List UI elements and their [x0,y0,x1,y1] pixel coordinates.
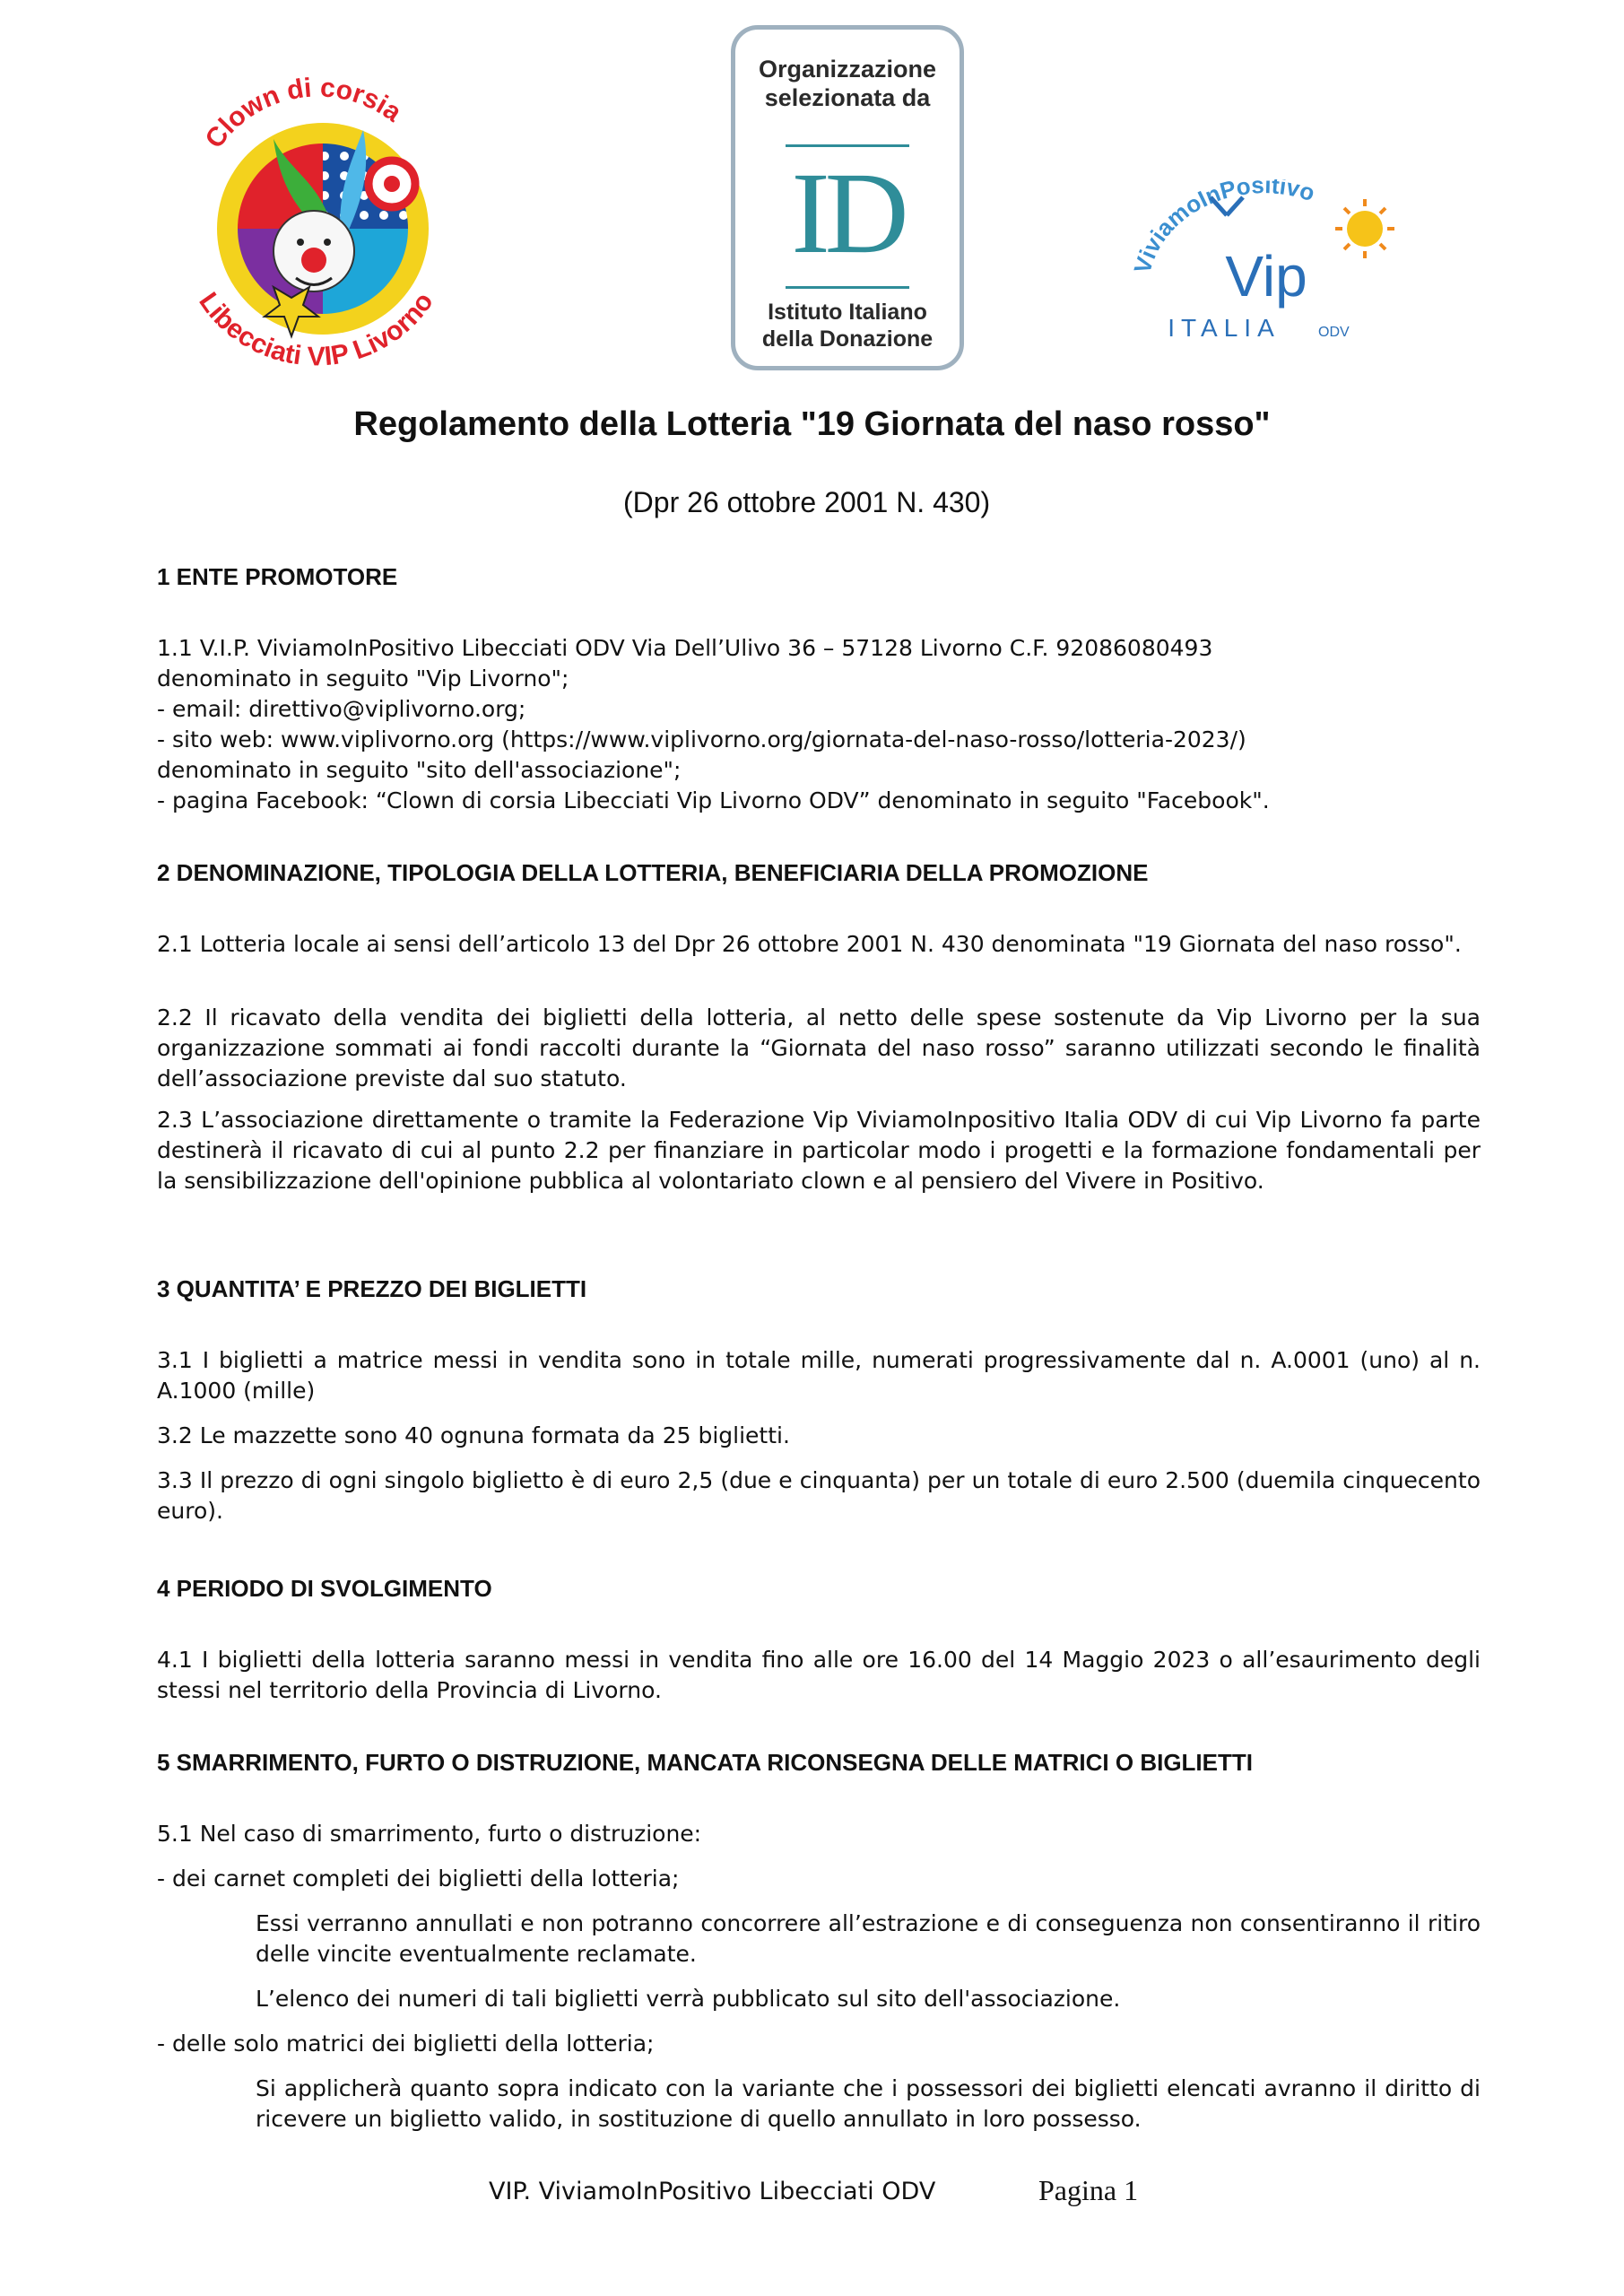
section-1-line: denominato in seguito "sito dell'associazione"; [157,757,682,783]
paragraph-matrici-variante: Si applicherà quanto sopra indicato con la variante che i possessori dei biglietti elencati avranno il diritto di ricevere un biglietto valido, in sostituzione di quello annullato in loro possesso. [256,2075,1481,2132]
section-1-line: - sito web: www.viplivorno.org (https://www.viplivorno.org/giornata-del-naso-rosso/lotteria-2023/) [157,726,1246,752]
clown-logo-text-top: Clown di corsia [199,73,407,154]
iid-logo-header: Organizzazione selezionata da [758,56,937,111]
section-1-body [157,633,1481,816]
vip-logo-italia: ITALIA [1168,314,1281,342]
section-1-line: - pagina Facebook: “Clown di corsia Libecciati Vip Livorno ODV” denominato in seguito "Facebook". [157,787,1270,813]
iid-logo-footer: Istituto Italiano della Donazione [761,300,934,352]
section-1-line: 1.1 V.I.P. ViviamoInPositivo Libecciati ODV Via Dell’Ulivo 36 – 57128 Livorno C.F. 92086080493 [157,635,1213,661]
clown-di-corsia-logo [157,67,475,377]
paragraph-elenco-numeri: L’elenco dei numeri di tali biglietti verrà pubblicato sul sito dell'associazione. [256,1986,1121,2012]
vip-logo-word: Vip [1225,244,1307,309]
iid-logo-mark: ID [791,149,904,278]
list-item-carnet: - dei carnet completi dei biglietti della lotteria; [157,1866,680,1892]
vip-logo-odv: ODV [1318,325,1350,340]
paragraph-carnet-annullati: Essi verranno annullati e non potranno concorrere all’estrazione e di conseguenza non consentiranno il ritiro delle vincite eventualmente reclamate. [256,1910,1481,1967]
section-1-line: denominato in seguito "Vip Livorno"; [157,665,569,691]
list-item-matrici: - delle solo matrici dei biglietti della lotteria; [157,2031,655,2057]
paragraph-2-1: 2.1 Lotteria locale ai sensi dell’articolo 13 del Dpr 26 ottobre 2001 N. 430 denominata "19 Giornata del naso rosso". [157,931,1462,957]
paragraph-3-1: 3.1 I biglietti a matrice messi in vendita sono in totale mille, numerati progressivamente dal n. A.0001 (uno) al n. A.1000 (mille) [157,1347,1481,1404]
paragraph-2-2: 2.2 Il ricavato della vendita dei biglietti della lotteria, al netto delle spese sostenute da Vip Livorno per la sua organizzazione sommati ai fondi raccolti durante la “Giornata del naso rosso” saranno utilizzati secondo le finalità dell’associazione previste dal suo statuto. [157,1004,1481,1091]
paragraph-4-1: 4.1 I biglietti della lotteria saranno messi in vendita fino alle ore 16.00 del 14 Maggio 2023 o all’esaurimento degli stessi nel territorio della Provincia di Livorno. [157,1647,1481,1703]
document-title: Regolamento della Lotteria "19 Giornata del naso rosso" [353,405,1271,443]
paragraph-2-3: 2.3 L’associazione direttamente o tramite la Federazione Vip ViviamoInpositivo Italia ODV di cui Vip Livorno fa parte destinerà il ricavato di cui al punto 2.2 per finanziare in particolar modo i progetti e la formazione fondamentali per la sensibilizzazione dell'opinione pubblica al volontariato clown e al pensiero del Vivere in Positivo. [157,1107,1481,1194]
page-number: Pagina 1 [1038,2174,1139,2206]
sun-icon [1335,199,1394,258]
section-4-heading: 4 PERIODO DI SVOLGIMENTO [157,1575,492,1602]
iid-logo-rule-bottom [786,286,909,289]
section-1-line: - email: direttivo@viplivorno.org; [157,696,526,722]
vip-logo-arc-text: ViviamoInPositivo [1130,179,1318,277]
vip-italia-logo [1130,179,1417,350]
iid-logo-rule-top [786,144,909,147]
footer-organization: VIP. ViviamoInPositivo Libecciati ODV [489,2178,936,2205]
section-3-heading: 3 QUANTITA’ E PREZZO DEI BIGLIETTI [157,1275,587,1302]
paragraph-3-3: 3.3 Il prezzo di ogni singolo biglietto è di euro 2,5 (due e cinquanta) per un totale di euro 2.500 (duemila cinquecento euro). [157,1467,1481,1524]
section-1-heading: 1 ENTE PROMOTORE [157,563,398,590]
paragraph-3-2: 3.2 Le mazzette sono 40 ognuna formata da 25 biglietti. [157,1422,790,1448]
istituto-italiano-donazione-logo [731,25,964,370]
document-subtitle: (Dpr 26 ottobre 2001 N. 430) [623,486,991,518]
section-5-heading: 5 SMARRIMENTO, FURTO O DISTRUZIONE, MANCATA RICONSEGNA DELLE MATRICI O BIGLIETTI [157,1749,1253,1776]
section-2-heading: 2 DENOMINAZIONE, TIPOLOGIA DELLA LOTTERIA, BENEFICIARIA DELLA PROMOZIONE [157,859,1149,886]
clown-logo-text-bottom: Libecciati VIP Livorno [193,287,439,372]
paragraph-5-1: 5.1 Nel caso di smarrimento, furto o distruzione: [157,1821,702,1847]
